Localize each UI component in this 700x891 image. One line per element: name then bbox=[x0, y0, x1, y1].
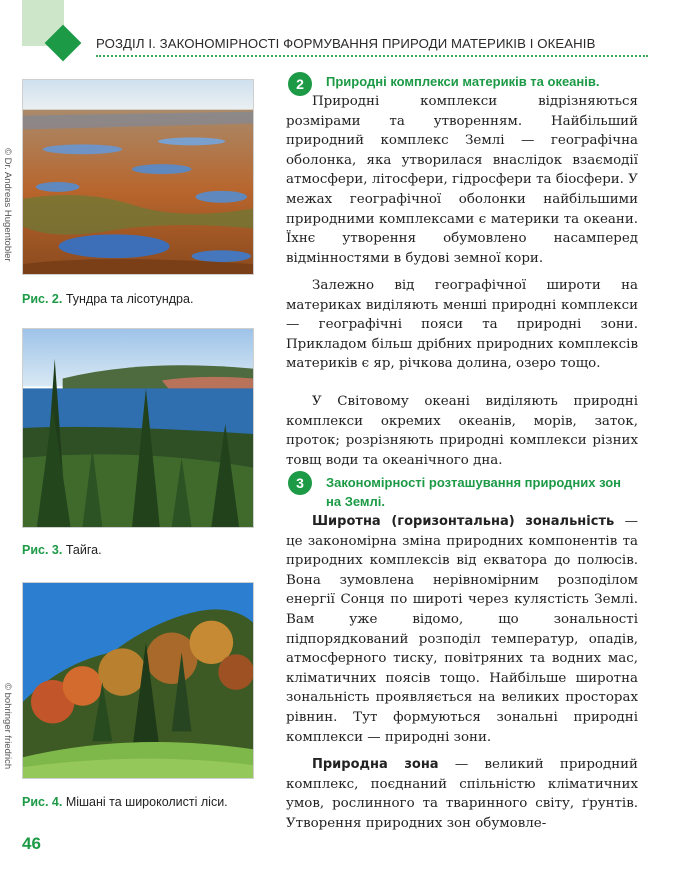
page-number: 46 bbox=[22, 834, 41, 853]
key-term: Широтна (горизонтальна) зональність bbox=[312, 514, 615, 529]
photo-credit: © Dr. Andreas Hugentobler bbox=[2, 148, 13, 262]
taiga-illustration bbox=[23, 329, 253, 527]
tundra-illustration bbox=[23, 80, 253, 274]
mixed-forest-photo bbox=[22, 582, 254, 779]
body-paragraph: У Світовому океані виділяють природні комплекси окремих океанів, морів, заток, проток; розрізняють природні комплекси різних товщ води та океанічного дна. bbox=[286, 394, 638, 468]
figure-caption-text: Тундра та лісотундра. bbox=[65, 292, 194, 306]
body-paragraph: Залежно від географічної широти на материках виділяють менші природні комплекси — географічні пояси та природні зони. Прикладом більш дрібних природних комплексів материків є яр, річкова долина, озеро тощо. bbox=[286, 278, 638, 372]
paragraph-text: — великий природний комплекс, поєднаний спільністю кліматичних умов, рослинного та тваринного світу, ґрунтів. Утворення природних зон обумовле- bbox=[286, 757, 638, 831]
figure-caption-text: Мішані та широколисті ліси. bbox=[65, 795, 228, 809]
figure-label: Рис. 4. bbox=[22, 795, 63, 809]
figure-caption bbox=[22, 292, 193, 306]
key-term: Природна зона bbox=[312, 757, 439, 772]
body-paragraph: Природні комплекси відрізняються розмірами та утворенням. Найбільший природний комплекс Землі — географічна оболонка, яка утворилася внаслідок взаємодії атмосфери, літосфери, гідросфери та біосфери. У межах географічної оболонки найбільшими природними комплексами є материки та океани. Їхнє утворення обумовлено насамперед відмінностями в будові земної кори. bbox=[286, 94, 638, 266]
section-heading: Природні комплекси материків та океанів. bbox=[326, 74, 600, 89]
section-number-badge: 3 bbox=[288, 471, 312, 495]
page-header-title: РОЗДІЛ І. ЗАКОНОМІРНОСТІ ФОРМУВАННЯ ПРИРОДИ МАТЕРИКІВ І ОКЕАНІВ bbox=[96, 36, 596, 51]
figure-label: Рис. 2. bbox=[22, 292, 63, 306]
body-paragraph bbox=[286, 755, 638, 833]
header-divider bbox=[96, 55, 648, 57]
figure-caption-text: Тайга. bbox=[65, 543, 102, 557]
taiga-photo bbox=[22, 328, 254, 528]
figure-caption bbox=[22, 795, 228, 809]
figure-label: Рис. 3. bbox=[22, 543, 63, 557]
paragraph-text: — це закономірна зміна природних компонентів та природних комплексів від екватора до полюсів. Вона зумовлена нерівномірним розподілом енергії Сонця по широті через кулястість Землі. Вам уже відомо, що зональності підпорядкований розподіл температур, опадів, атмосферного тиску, повітряних та водних мас, кліматичних поясів тощо. Найбільше широтна зональність проявляється на великих просторах рівнин. Тут формуються зональні природні комплекси — природні зони. bbox=[286, 514, 638, 745]
body-paragraph bbox=[286, 512, 638, 747]
figure-caption bbox=[22, 543, 102, 557]
section-heading: Закономірності розташування природних зон на Землі. bbox=[326, 475, 622, 509]
mixed-forest-illustration bbox=[23, 583, 253, 778]
photo-credit: © bohringer friedrich bbox=[2, 683, 13, 770]
section-number-badge: 2 bbox=[288, 72, 312, 96]
tundra-photo bbox=[22, 79, 254, 275]
